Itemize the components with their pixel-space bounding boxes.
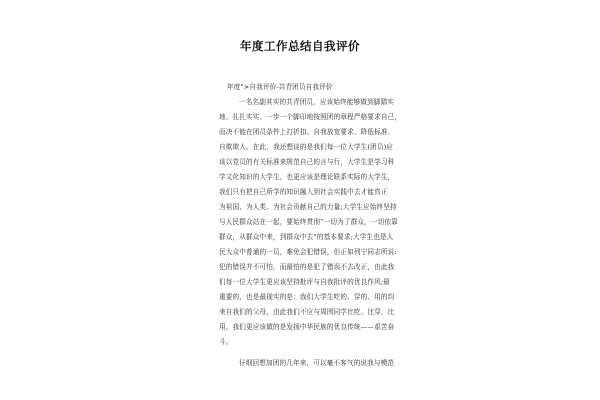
breadcrumb: 年度">自我评价-共青团员自我评价 <box>227 83 333 91</box>
paragraph-line: 用，我们更应该做的是发扬中华民族的优良传统——艰苦奋 <box>219 323 395 331</box>
paragraph-line: 该以党员的有关标准来规范自己的言与行，大学生是学习科 <box>219 158 395 166</box>
paragraph-2 <box>227 356 395 371</box>
paragraph-1 <box>219 95 402 350</box>
paragraph-line: 群众，从群众中来，到群众中去”的基本要求;大学生也是人 <box>219 233 394 241</box>
document-body <box>219 80 402 371</box>
paragraph-line: 们每一位大学生更应该坚持批评与自我批评的优良作风;最 <box>219 278 390 286</box>
paragraph-line: 一名名副其实的共青团员，应该始终能够做到脚踏实 <box>239 98 395 106</box>
paragraph-line: 自欺欺人。在此，我还想谈的是我们每一位大学生(团员)应 <box>219 143 394 151</box>
paragraph-line: 民大众中普通的一员，难免会犯错误，但正如列宁同志所说: <box>219 248 397 256</box>
paragraph-line: 仔细回想加团的几年来，可以毫不客气的说我与模范 <box>239 359 395 367</box>
paragraph-line: 重要的，也是最现实的是：我们大学生吃的、穿的、用的均 <box>219 293 395 301</box>
paragraph-line: 斗。 <box>219 338 233 346</box>
paragraph-line: 学文化知识的大学生，也更应该是理论联系实际的大学生， <box>219 173 395 181</box>
paragraph-line: 犯的错误并不可怕，而最怕的是犯了错误不去改正，由此我 <box>219 263 395 271</box>
page-title: 年度工作总结自我评价 <box>240 39 360 53</box>
paragraph-line: 为祖国、为人类、为社会贡献自己的力量;大学生应始终坚持 <box>219 203 397 211</box>
paragraph-line: 与人民群众站在一起，要始终贯彻“一切为了群众，一切依靠 <box>219 218 398 226</box>
paragraph-line: 来自我们的父母，由此我们不应与周围同学比吃、比穿、比 <box>219 308 395 316</box>
paragraph-line: 地、扎扎实实、一步一个脚印地按照团的章程严格要求自己， <box>219 113 402 121</box>
paragraph-line: 我们只有把自己所学的知识融入到社会实践中去才能真正 <box>219 188 388 196</box>
paragraph-line: 而决不能在团员条件上打折扣、自我放宽要求、降低标准、 <box>219 128 395 136</box>
